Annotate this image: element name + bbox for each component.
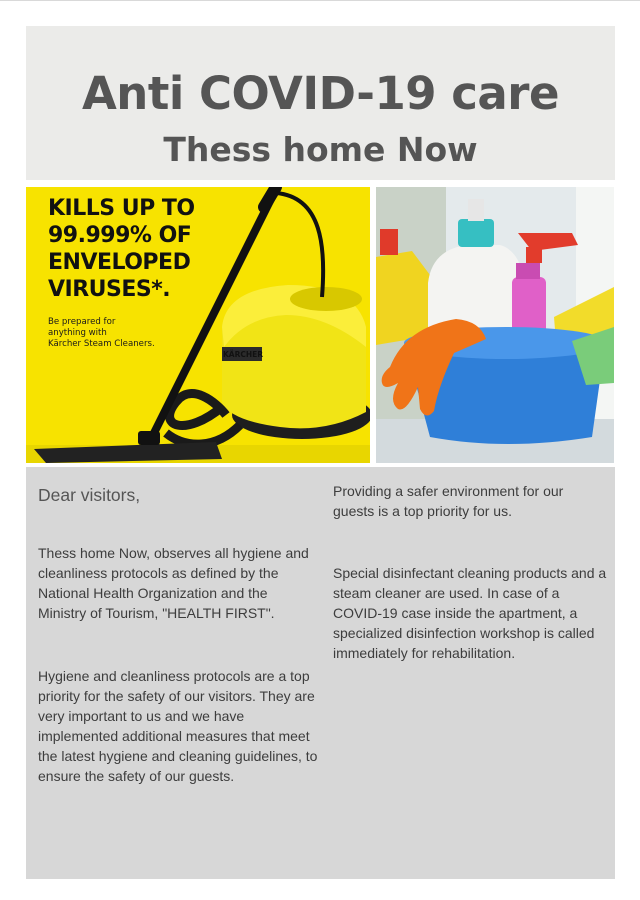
header-banner bbox=[26, 26, 615, 180]
greeting: Dear visitors, bbox=[38, 485, 141, 505]
ad-headline bbox=[48, 195, 195, 303]
safety-measures-paragraph: Hygiene and cleanliness protocols are a top priority for the safety of our visitors. They are very important to us and we have implemented additional measures that meet the latest hygiene and cleaning guidelines, to ensure the safety of our guests. bbox=[38, 668, 318, 784]
page-subtitle: Thess home Now bbox=[163, 130, 478, 169]
page-title: Anti COVID-19 care bbox=[81, 67, 559, 120]
hygiene-protocols-paragraph: Thess home Now, observes all hygiene and cleanliness protocols as defined by the National Health Organization and the Ministry of Tourism, "HEALTH FIRST". bbox=[38, 545, 309, 621]
cleaning-supplies-image bbox=[376, 187, 614, 463]
disinfection-paragraph: Special disinfectant cleaning products and a steam cleaner are used. In case of a COVID-19 case inside the apartment, a specialized disinfection workshop is called immediately for rehabilitation. bbox=[333, 565, 607, 661]
ad-tagline bbox=[48, 317, 198, 350]
safer-environment-paragraph: Providing a safer environment for our guests is a top priority for us. bbox=[333, 483, 564, 519]
ad-tagline-line: Be prepared for bbox=[48, 317, 116, 327]
brand-label: KÄRCHER bbox=[223, 350, 264, 359]
ad-headline-line: 99.999% OF bbox=[48, 223, 192, 248]
top-divider bbox=[0, 0, 640, 1]
ad-tagline-line: anything with bbox=[48, 328, 107, 338]
ad-tagline-line: Kärcher Steam Cleaners. bbox=[48, 339, 155, 349]
ad-headline-line: KILLS UP TO bbox=[48, 196, 195, 221]
ad-headline-line: ENVELOPED bbox=[48, 250, 191, 275]
ad-headline-line: VIRUSES*. bbox=[48, 277, 171, 302]
content-panel bbox=[26, 467, 615, 879]
steam-cleaner-ad-image bbox=[26, 187, 370, 463]
cleaning-supplies-illustration bbox=[376, 187, 614, 463]
